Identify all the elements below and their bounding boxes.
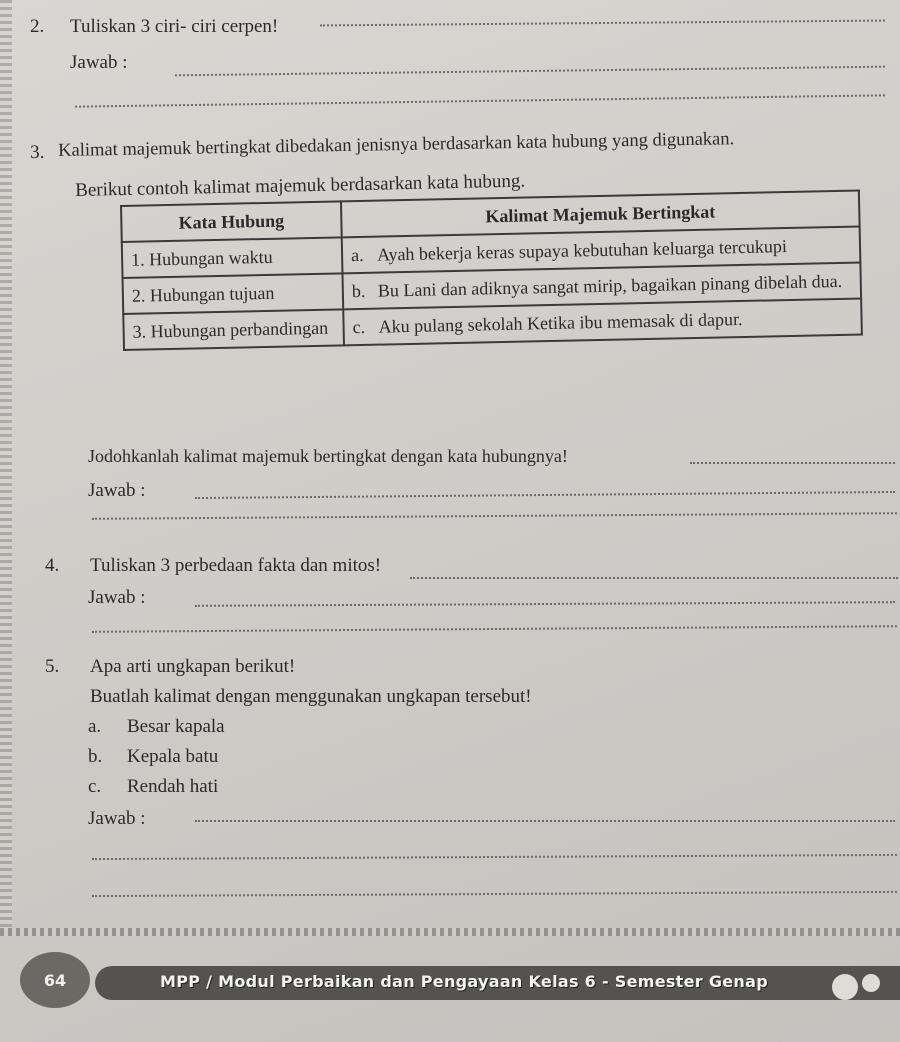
table-header-kata: Kata Hubung <box>121 201 342 242</box>
kalimat-text: Aku pulang sekolah Ketika ibu memasak di dapur. <box>378 308 743 337</box>
kata-cell: 3. Hubungan perbandingan <box>123 309 344 350</box>
q2-question: Tuliskan 3 ciri- ciri cerpen! <box>70 16 279 37</box>
q2-number: 2. <box>30 16 45 37</box>
q5-question: Apa arti ungkapan berikut! <box>90 656 296 677</box>
q4-number: 4. <box>45 555 60 576</box>
q5-answer-line-2[interactable] <box>92 854 897 860</box>
q3-answer-label: Jawab : <box>88 480 146 501</box>
q5-answer-line-3[interactable] <box>92 891 897 897</box>
q2-answer-line-1[interactable] <box>175 66 885 77</box>
kata-cell: 1. Hubungan waktu <box>122 237 343 278</box>
q5-instruction: Buatlah kalimat dengan menggunakan ungkapan tersebut! <box>90 686 532 707</box>
table-header-kalimat: Kalimat Majemuk Bertingkat <box>341 191 860 238</box>
kata-hubung-table <box>120 190 863 351</box>
footer-title: MPP / Modul Perbaikan dan Pengayaan Kelas 6 - Semester Genap <box>160 972 768 991</box>
q4-answer-line-2[interactable] <box>92 625 897 633</box>
footer-bubble-icon <box>862 974 880 992</box>
q3-instruction: Jodohkanlah kalimat majemuk bertingkat dengan kata hubungnya! <box>88 446 568 466</box>
q4-answer-line-1[interactable] <box>195 601 895 607</box>
page-number: 64 <box>20 952 90 1008</box>
q3-intro: Berikut contoh kalimat majemuk berdasarkan kata hubung. <box>75 170 526 201</box>
option-label: b. <box>88 746 103 767</box>
kalimat-text: Ayah bekerja keras supaya kebutuhan keluarga tercukupi <box>376 236 788 265</box>
q4-question: Tuliskan 3 perbedaan fakta dan mitos! <box>90 555 382 576</box>
q3-number: 3. <box>30 141 45 163</box>
binding-edge <box>0 0 12 930</box>
kata-cell: 2. Hubungan tujuan <box>123 273 344 314</box>
kalimat-label: b. <box>351 280 366 302</box>
q2-answer-line-2[interactable] <box>75 94 885 107</box>
q3-answer-line-2[interactable] <box>92 512 897 520</box>
q4-line-top <box>410 577 898 579</box>
option-text: Rendah hati <box>127 776 219 797</box>
kalimat-label: a. <box>350 244 364 266</box>
q3-question: Kalimat majemuk bertingkat dibedakan jenisnya berdasarkan kata hubung yang digunakan. <box>58 129 735 161</box>
option-text: Kepala batu <box>127 746 219 767</box>
footer-bubble-icon <box>832 974 858 1000</box>
q2-line-top <box>320 20 885 27</box>
q5-answer-label: Jawab : <box>88 808 146 829</box>
q5-number: 5. <box>45 656 60 677</box>
q3-instruction-line <box>690 462 895 464</box>
q3-answer-line-1[interactable] <box>195 491 895 499</box>
kalimat-text: Bu Lani dan adiknya sangat mirip, bagaikan pinang dibelah dua. <box>377 270 843 301</box>
q4-answer-label: Jawab : <box>88 587 146 608</box>
option-label: a. <box>88 716 102 737</box>
q2-answer-label: Jawab : <box>70 52 128 73</box>
q5-answer-line-1[interactable] <box>195 820 895 822</box>
kalimat-label: c. <box>352 316 366 338</box>
option-label: c. <box>88 776 102 797</box>
footer-border <box>0 928 900 936</box>
option-text: Besar kapala <box>127 716 225 737</box>
